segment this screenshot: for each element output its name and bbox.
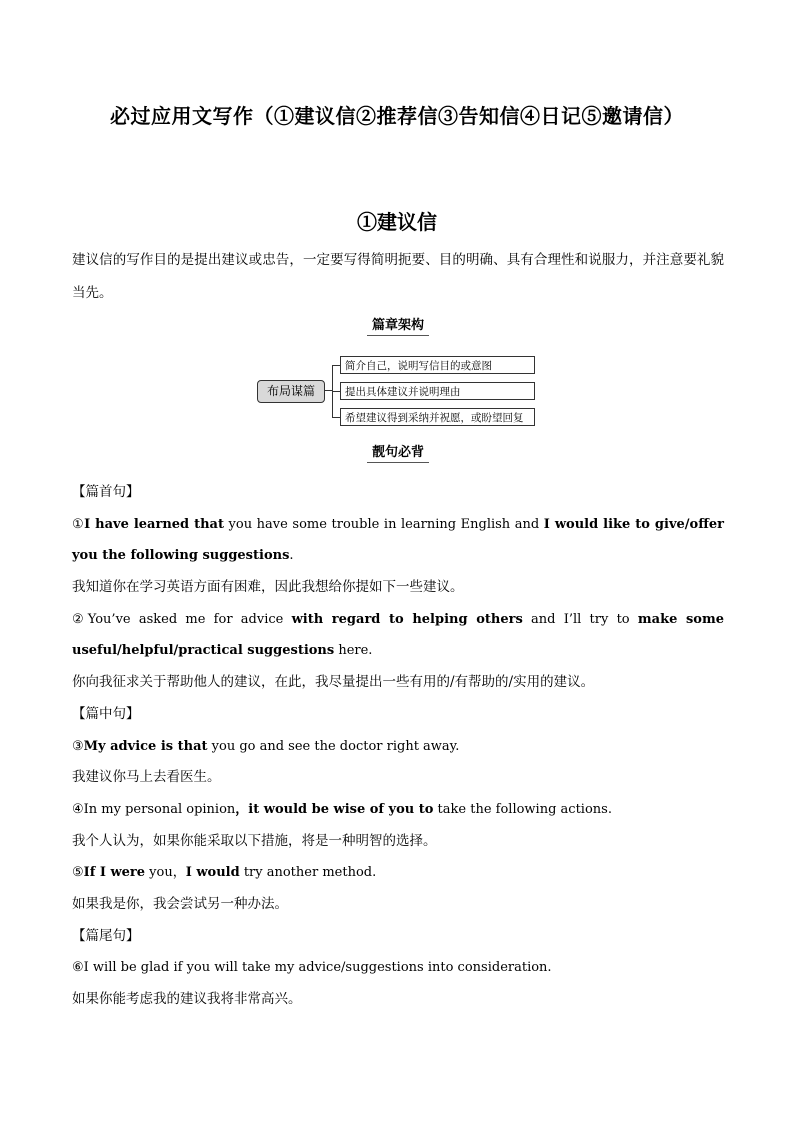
sentence-text: You’ve asked me for advice <box>87 611 292 627</box>
sentence-4-cn: 我个人认为，如果你能采取以下措施，将是一种明智的选择。 <box>72 832 437 849</box>
sentence-3-cn: 我建议你马上去看医生。 <box>72 769 221 786</box>
key-phrase: make some useful/helpful/practical suggestions <box>72 611 725 659</box>
sentence-5-en <box>72 857 724 889</box>
closing-header: 【篇尾句】 <box>72 927 140 944</box>
key-phrase: I have learned that <box>84 516 224 532</box>
middle-header: 【篇中句】 <box>72 705 140 722</box>
diagram-branch-box: 希望建议得到采纳并祝愿，或盼望回复 <box>340 408 535 426</box>
sentence-number: ⑤ <box>72 865 84 881</box>
sentence-text: you， <box>145 865 186 881</box>
sentences-label: 靓句必背 <box>367 441 429 463</box>
diagram-branch-box: 简介自己，说明写信目的或意图 <box>340 356 535 374</box>
sentence-number: ③ <box>72 738 84 754</box>
sentence-number: ② <box>72 611 88 627</box>
section-title: ①建议信 <box>357 210 437 234</box>
sentence-text: here. <box>334 643 373 659</box>
sentence-list <box>72 477 724 1016</box>
sentence-number: ⑥ <box>72 960 84 976</box>
document-title: 必过应用文写作（①建议信②推荐信③告知信④日记⑤邀请信） <box>110 104 684 128</box>
sentence-number: ④ <box>72 801 84 817</box>
key-phrase: My advice is that <box>83 738 208 754</box>
sentence-text: take the following actions. <box>433 801 612 817</box>
sentence-6-cn: 如果你能考虑我的建议我将非常高兴。 <box>72 991 302 1008</box>
sentence-number: ① <box>72 516 85 532</box>
connector-root <box>324 390 332 391</box>
key-phrase: If I were <box>83 865 146 881</box>
sentence-2-en <box>72 604 724 667</box>
intro-paragraph: 建议信的写作目的是提出建议或忠告，一定要写得简明扼要、目的明确、具有合理性和说服力，并注意要礼貌当先。 <box>72 252 724 301</box>
diagram-root-box: 布局谋篇 <box>257 380 325 403</box>
sentence-text: try another method. <box>239 865 377 881</box>
sentence-text: In my personal opinion <box>83 801 236 817</box>
sentence-text: you go and see the doctor right away. <box>207 738 460 754</box>
sentence-text: you have some trouble in learning English and <box>223 516 544 532</box>
sentence-4-en <box>72 794 724 826</box>
sentence-text: . <box>289 548 294 564</box>
structure-label: 篇章架构 <box>367 314 429 336</box>
sentence-5-cn: 如果我是你，我会尝试另一种办法。 <box>72 896 288 912</box>
sentence-6-en <box>72 952 724 984</box>
sentence-text: and I’ll try to <box>522 611 638 627</box>
diagram-branch-box: 提出具体建议并说明理由 <box>340 382 535 400</box>
sentence-1-cn: 我知道你在学习英语方面有困难，因此我想给你提如下一些建议。 <box>72 579 464 596</box>
key-phrase: ，it would be wise of you to <box>235 801 434 817</box>
key-phrase: I would <box>185 865 240 881</box>
key-phrase: with regard to helping others <box>291 611 523 627</box>
sentence-text: I will be glad if you will take my advice/suggestions into consideration. <box>83 960 552 976</box>
opening-header: 【篇首句】 <box>72 484 140 500</box>
connector-branch-2 <box>332 391 340 392</box>
sentence-1-en <box>72 509 724 572</box>
connector-branch-3 <box>332 417 340 418</box>
sentence-3-en <box>72 731 724 763</box>
sentence-2-cn: 你向我征求关于帮助他人的建议，在此，我尽量提出一些有用的/有帮助的/实用的建议。 <box>72 674 595 691</box>
connector-branch-1 <box>332 365 340 366</box>
key-phrase: I would like to give/offer you the following suggestions <box>72 516 724 564</box>
